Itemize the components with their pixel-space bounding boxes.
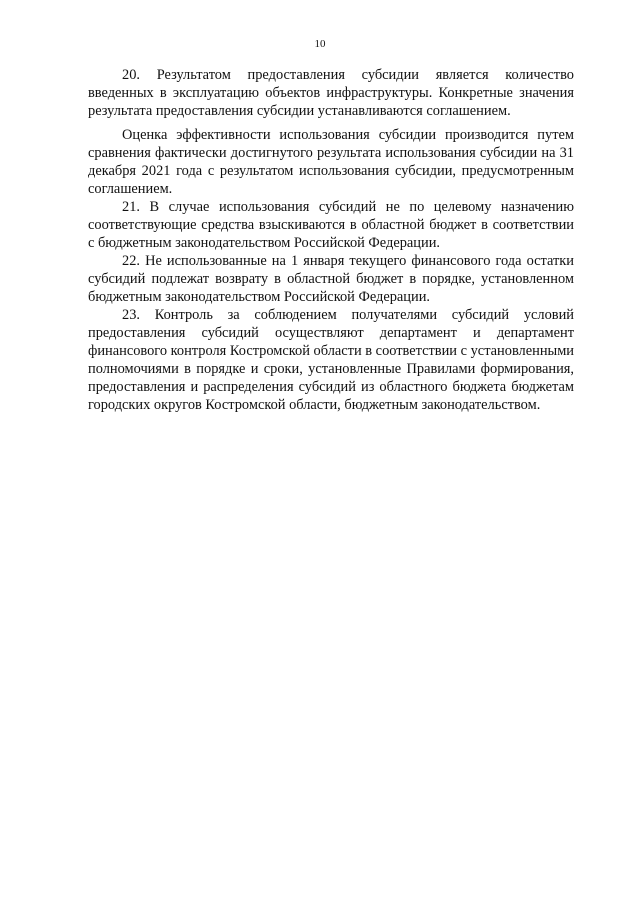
document-body [88, 66, 574, 414]
paragraph-22: 22. Не использованные на 1 января текущего финансового года остатки субсидий подлежат возврату в областной бюджет в порядке, установленном бюджетным законодательством Российской Федерации. [88, 253, 574, 305]
page-number: 10 [314, 38, 326, 50]
paragraph-20: 20. Результатом предоставления субсидии является количество введенных в эксплуатацию объектов инфраструктуры. Конкретные значения результата предоставления субсидии устанавливаются соглашением. [88, 67, 574, 119]
paragraph-20-assessment: Оценка эффективности использования субсидии производится путем сравнения фактически достигнутого результата использования субсидии на 31 декабря 2021 года с результатом использования субсидии, предусмотренным соглашением. [88, 127, 574, 197]
paragraph-23: 23. Контроль за соблюдением получателями субсидий условий предоставления субсидий осуществляют департамент и департамент финансового контроля Костромской области в соответствии с установленными полномочиями в порядке и сроки, установленные Правилами формирования, предоставления и распределения субсидий из областного бюджета бюджетам городских округов Костромской области, бюджетным законодательством. [88, 307, 574, 413]
paragraph-21: 21. В случае использования субсидий не по целевому назначению соответствующие средства взыскиваются в областной бюджет в соответствии с бюджетным законодательством Российской Федерации. [88, 199, 574, 251]
